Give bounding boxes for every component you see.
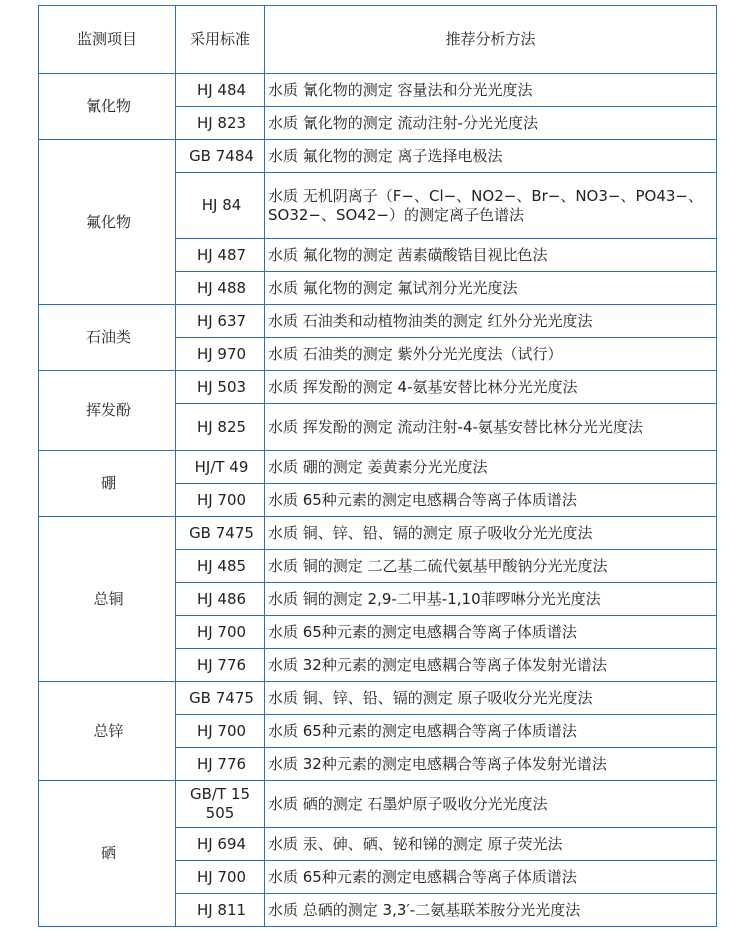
- analysis-method: 水质 硼的测定 姜黄素分光光度法: [265, 451, 717, 484]
- monitoring-item: 硒: [39, 781, 176, 927]
- analysis-method: 水质 石油类和动植物油类的测定 红外分光光度法: [265, 305, 717, 338]
- analysis-method: 水质 氰化物的测定 流动注射-分光光度法: [265, 107, 717, 140]
- analysis-method: 水质 32种元素的测定电感耦合等离子体发射光谱法: [265, 748, 717, 781]
- standard-code: HJ 637: [176, 305, 265, 338]
- header-item: 监测项目: [39, 6, 176, 74]
- header-row: [39, 6, 717, 74]
- standard-code: HJ 700: [176, 484, 265, 517]
- table-row: [39, 451, 717, 484]
- standard-code: HJ 825: [176, 404, 265, 451]
- standard-code: GB/T 15505: [176, 781, 265, 828]
- standard-code: HJ 811: [176, 894, 265, 927]
- monitoring-item: 氟化物: [39, 140, 176, 305]
- analysis-method: 水质 32种元素的测定电感耦合等离子体发射光谱法: [265, 649, 717, 682]
- analysis-method: 水质 石油类的测定 紫外分光光度法（试行）: [265, 338, 717, 371]
- analysis-method: 水质 氟化物的测定 离子选择电极法: [265, 140, 717, 173]
- table-row: [39, 682, 717, 715]
- standard-code: GB 7484: [176, 140, 265, 173]
- table-body: [39, 74, 717, 927]
- analysis-method: 水质 65种元素的测定电感耦合等离子体质谱法: [265, 715, 717, 748]
- standard-code: HJ 700: [176, 861, 265, 894]
- table-row: [39, 74, 717, 107]
- table-row: [39, 305, 717, 338]
- monitoring-item: 石油类: [39, 305, 176, 371]
- table-row: [39, 517, 717, 550]
- analysis-method: 水质 65种元素的测定电感耦合等离子体质谱法: [265, 616, 717, 649]
- standard-code: HJ 485: [176, 550, 265, 583]
- standard-code: HJ 700: [176, 715, 265, 748]
- standard-code: HJ 84: [176, 173, 265, 239]
- table-row: [39, 781, 717, 828]
- analysis-method: 水质 总硒的测定 3,3′-二氨基联苯胺分光光度法: [265, 894, 717, 927]
- analysis-method: 水质 65种元素的测定电感耦合等离子体质谱法: [265, 484, 717, 517]
- table-row: [39, 371, 717, 404]
- analysis-method: 水质 铜的测定 2,9-二甲基-1,10菲啰啉分光光度法: [265, 583, 717, 616]
- monitoring-item: 硼: [39, 451, 176, 517]
- standard-code: HJ 776: [176, 649, 265, 682]
- analysis-method: 水质 挥发酚的测定 4-氨基安替比林分光光度法: [265, 371, 717, 404]
- standard-code: HJ 823: [176, 107, 265, 140]
- standard-code: HJ 488: [176, 272, 265, 305]
- analysis-method: 水质 挥发酚的测定 流动注射-4-氨基安替比林分光光度法: [265, 404, 717, 451]
- monitoring-item: 氰化物: [39, 74, 176, 140]
- standard-code: HJ 776: [176, 748, 265, 781]
- analysis-method: 水质 氟化物的测定 氟试剂分光光度法: [265, 272, 717, 305]
- standard-code: HJ 694: [176, 828, 265, 861]
- header-method: 推荐分析方法: [265, 6, 717, 74]
- standard-code: HJ/T 49: [176, 451, 265, 484]
- analysis-method: 水质 氰化物的测定 容量法和分光光度法: [265, 74, 717, 107]
- header-standard: 采用标准: [176, 6, 265, 74]
- analysis-method: 水质 铜的测定 二乙基二硫代氨基甲酸钠分光光度法: [265, 550, 717, 583]
- monitoring-item: 总铜: [39, 517, 176, 682]
- standard-code: GB 7475: [176, 682, 265, 715]
- monitoring-item: 挥发酚: [39, 371, 176, 451]
- standard-code: HJ 503: [176, 371, 265, 404]
- standard-code: GB 7475: [176, 517, 265, 550]
- standards-table: [38, 5, 717, 927]
- monitoring-item: 总锌: [39, 682, 176, 781]
- analysis-method: 水质 铜、锌、铅、镉的测定 原子吸收分光光度法: [265, 517, 717, 550]
- standard-code: HJ 484: [176, 74, 265, 107]
- analysis-method: 水质 氟化物的测定 茜素磺酸锆目视比色法: [265, 239, 717, 272]
- standard-code: HJ 487: [176, 239, 265, 272]
- standard-code: HJ 486: [176, 583, 265, 616]
- analysis-method: 水质 铜、锌、铅、镉的测定 原子吸收分光光度法: [265, 682, 717, 715]
- standard-code: HJ 970: [176, 338, 265, 371]
- analysis-method: 水质 硒的测定 石墨炉原子吸收分光光度法: [265, 781, 717, 828]
- table-row: [39, 140, 717, 173]
- analysis-method: 水质 无机阴离子（F−、Cl−、NO2−、Br−、NO3−、PO43−、SO32−、SO42−）的测定离子色谱法: [265, 173, 717, 239]
- analysis-method: 水质 65种元素的测定电感耦合等离子体质谱法: [265, 861, 717, 894]
- analysis-method: 水质 汞、砷、硒、铋和锑的测定 原子荧光法: [265, 828, 717, 861]
- standard-code: HJ 700: [176, 616, 265, 649]
